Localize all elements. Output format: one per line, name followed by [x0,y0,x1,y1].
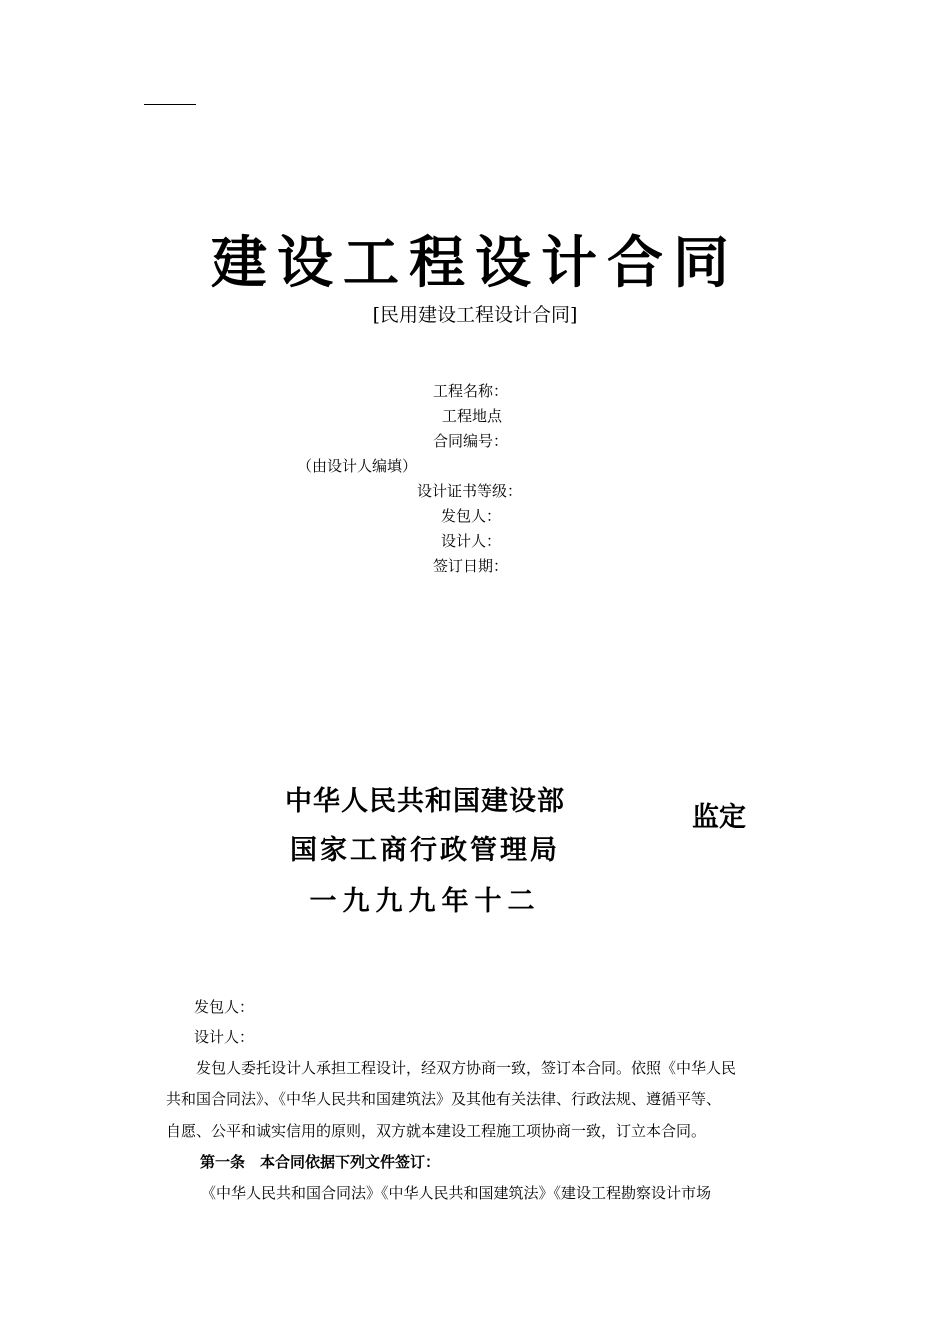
field-certificate-grade: 设计证书等级： [417,482,523,500]
paragraph-line: 共和国合同法》、《中华人民共和国建筑法》及其他有关法律、行政法规、遵循平等、 [166,1090,722,1108]
field-designer: 设计人： [441,532,502,550]
paragraph-line: 发包人委托设计人承担工程设计，经双方协商一致，签订本合同。依照《中华人民 [196,1059,737,1077]
field-signing-date: 签订日期： [433,557,509,575]
contract-title: 建设工程设计合同 [211,231,739,296]
field-project-location: 工程地点 [442,407,503,425]
article-1-heading: 第一条 本合同依据下列文件签订： [200,1153,441,1171]
body-client-label: 发包人： [194,998,255,1016]
field-project-name: 工程名称： [433,382,509,400]
article-1-line: 《中华人民共和国合同法》《中华人民共和国建筑法》《建设工程勘察设计市场 [201,1184,712,1202]
field-client: 发包人： [441,507,502,525]
header-rule [144,104,196,105]
supervise-stamp-text: 监定 [692,802,746,833]
body-designer-label: 设计人： [194,1028,255,1046]
authority-bureau: 国家工商行政管理局 [290,835,560,866]
authority-ministry: 中华人民共和国建设部 [285,786,565,817]
field-number-note: （由设计人编填） [297,457,418,475]
paragraph-line: 自愿、公平和诚实信用的原则，双方就本建设工程施工项协商一致，订立本合同。 [166,1122,707,1140]
field-contract-number: 合同编号： [433,432,509,450]
contract-subtitle: [民用建设工程设计合同] [372,304,578,326]
authority-date: 一九九九年十二 [309,886,541,917]
